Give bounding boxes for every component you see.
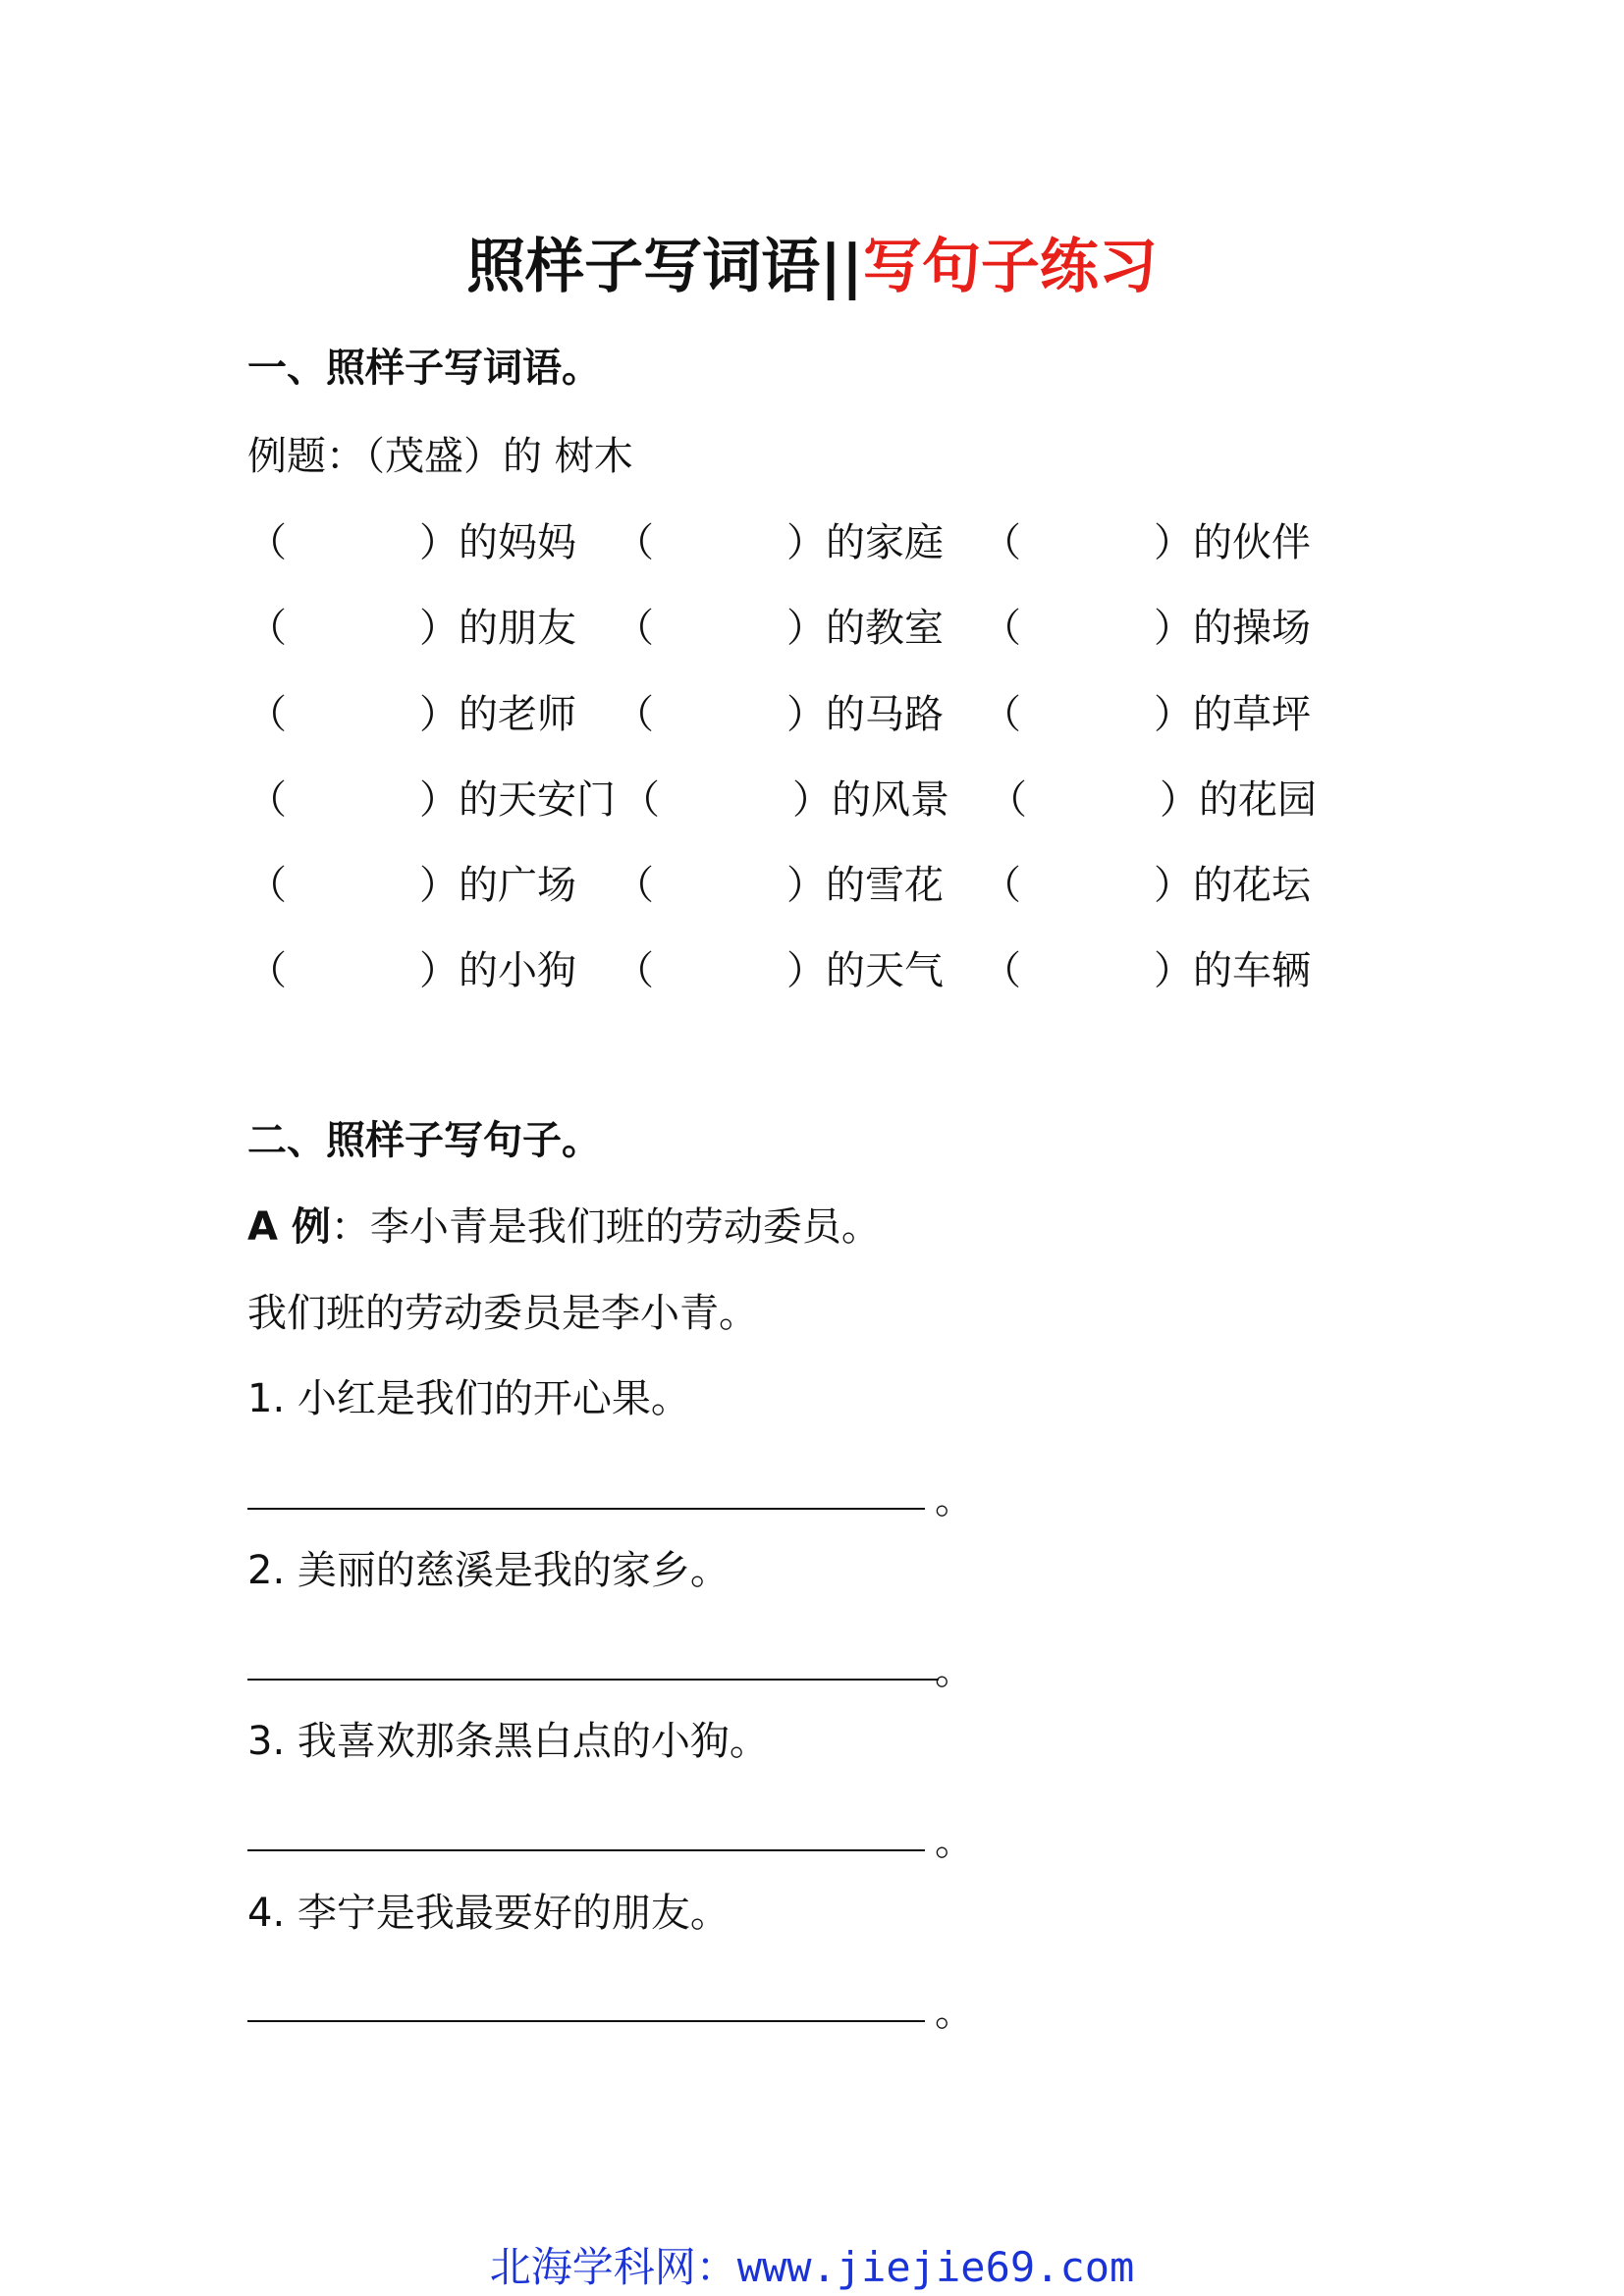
blank-open-paren[interactable]: （ (988, 777, 1027, 823)
blank-close-paren: ） (419, 777, 459, 823)
blank-close-paren: ） (419, 692, 459, 737)
example-colon: ： (330, 1204, 370, 1250)
word-blank-cell (982, 601, 1311, 656)
noun-phrase: 的妈妈 (459, 520, 576, 565)
noun-phrase: 的花园 (1199, 777, 1317, 823)
blank-open-paren[interactable]: （ (982, 520, 1021, 565)
word-blank-cell (982, 687, 1311, 742)
section2-example (247, 1200, 881, 1255)
blank-open-paren[interactable]: （ (615, 692, 654, 737)
footer-site: 北海学科网： (489, 2243, 737, 2291)
blank-close-paren: ） (786, 606, 826, 651)
section2-heading: 二、照样子写句子。 (247, 1118, 601, 1163)
blank-open-paren[interactable]: （ (247, 863, 287, 908)
noun-phrase: 的老师 (459, 692, 576, 737)
blank-open-paren[interactable]: （ (621, 777, 660, 823)
blank-close-paren: ） (792, 777, 832, 823)
page-title (0, 228, 1624, 306)
word-blank-cell (247, 515, 576, 570)
question-1: 1. 小红是我们的开心果。 (247, 1376, 690, 1421)
blank-close-paren: ） (1154, 692, 1193, 737)
answer-line-2[interactable] (247, 1679, 939, 1681)
word-blank-cell (247, 773, 616, 828)
answer-period-2: 。 (935, 1648, 974, 1693)
blank-close-paren: ） (419, 606, 459, 651)
noun-phrase: 的风景 (832, 777, 949, 823)
title-red: 写句子练习 (862, 233, 1158, 301)
word-blank-cell (982, 858, 1311, 913)
blank-open-paren[interactable]: （ (982, 606, 1021, 651)
noun-phrase: 的广场 (459, 863, 576, 908)
footer-watermark (0, 2240, 1624, 2295)
answer-period-4: 。 (935, 1990, 974, 2035)
word-blank-cell (988, 773, 1317, 828)
noun-phrase: 的伙伴 (1193, 520, 1311, 565)
blank-close-paren: ） (786, 520, 826, 565)
noun-phrase: 的天安门 (459, 777, 616, 823)
noun-phrase: 的家庭 (826, 520, 944, 565)
noun-phrase: 的朋友 (459, 606, 576, 651)
word-blank-cell (247, 858, 576, 913)
noun-phrase: 的雪花 (826, 863, 944, 908)
blank-close-paren: ） (419, 863, 459, 908)
blank-close-paren: ） (419, 948, 459, 993)
noun-phrase: 的花坛 (1193, 863, 1311, 908)
example-label: A 例 (247, 1204, 331, 1250)
section1-example: 例题：（茂盛）的 树木 (247, 434, 633, 479)
noun-phrase: 的草坪 (1193, 692, 1311, 737)
blank-close-paren: ） (786, 692, 826, 737)
word-blank-cell (615, 515, 944, 570)
blank-close-paren: ） (786, 863, 826, 908)
word-blank-cell (615, 687, 944, 742)
answer-period-1: 。 (935, 1477, 974, 1522)
blank-close-paren: ） (419, 520, 459, 565)
answer-line-1[interactable] (247, 1508, 925, 1510)
blank-open-paren[interactable]: （ (615, 863, 654, 908)
word-blank-cell (615, 858, 944, 913)
blank-close-paren: ） (1160, 777, 1199, 823)
blank-close-paren: ） (786, 948, 826, 993)
blank-close-paren: ） (1154, 863, 1193, 908)
noun-phrase: 的教室 (826, 606, 944, 651)
answer-line-3[interactable] (247, 1849, 925, 1851)
blank-close-paren: ） (1154, 606, 1193, 651)
example-sentence: 李小青是我们班的劳动委员。 (369, 1204, 881, 1250)
noun-phrase: 的马路 (826, 692, 944, 737)
blank-close-paren: ） (1154, 520, 1193, 565)
question-2: 2. 美丽的慈溪是我的家乡。 (247, 1548, 730, 1593)
answer-period-3: 。 (935, 1819, 974, 1864)
word-blank-cell (982, 943, 1311, 998)
noun-phrase: 的车辆 (1193, 948, 1311, 993)
blank-open-paren[interactable]: （ (247, 606, 287, 651)
noun-phrase: 的小狗 (459, 948, 576, 993)
blank-open-paren[interactable]: （ (247, 692, 287, 737)
blank-close-paren: ） (1154, 948, 1193, 993)
blank-open-paren[interactable]: （ (615, 520, 654, 565)
footer-url: www.jiejie69.com (736, 2243, 1135, 2291)
word-blank-cell (621, 773, 949, 828)
blank-open-paren[interactable]: （ (982, 863, 1021, 908)
blank-open-paren[interactable]: （ (615, 606, 654, 651)
word-blank-cell (247, 601, 576, 656)
noun-phrase: 的天气 (826, 948, 944, 993)
blank-open-paren[interactable]: （ (247, 520, 287, 565)
noun-phrase: 的操场 (1193, 606, 1311, 651)
section1-heading: 一、照样子写词语。 (247, 346, 601, 391)
blank-open-paren[interactable]: （ (247, 777, 287, 823)
example-rewrite: 我们班的劳动委员是李小青。 (247, 1291, 758, 1336)
blank-open-paren[interactable]: （ (982, 948, 1021, 993)
word-blank-cell (247, 943, 576, 998)
blank-open-paren[interactable]: （ (982, 692, 1021, 737)
answer-line-4[interactable] (247, 2020, 925, 2022)
word-blank-cell (615, 601, 944, 656)
word-blank-cell (982, 515, 1311, 570)
word-blank-cell (615, 943, 944, 998)
blank-open-paren[interactable]: （ (615, 948, 654, 993)
question-4: 4. 李宁是我最要好的朋友。 (247, 1891, 730, 1936)
question-3: 3. 我喜欢那条黑白点的小狗。 (247, 1719, 769, 1764)
title-black: 照样子写词语|| (466, 233, 863, 301)
blank-open-paren[interactable]: （ (247, 948, 287, 993)
word-blank-cell (247, 687, 576, 742)
